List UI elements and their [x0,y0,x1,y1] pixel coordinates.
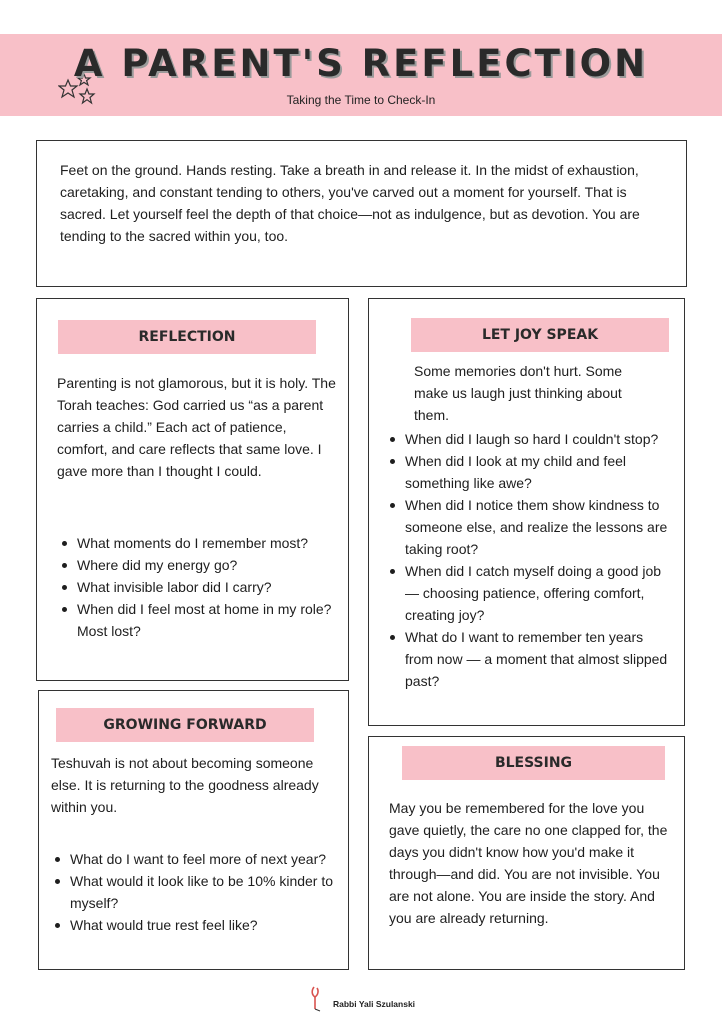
blessing-text: May you be remembered for the love you gave quietly, the care no one clapped for, the days you didn't know how you'd make it through—and did. You are not invisible. You are not alone. You are inside the story. And you are already returning. [389,800,668,926]
list-item: What invisible labor did I carry? [59,576,341,598]
list-item: What do I want to remember ten years from now — a moment that almost slipped past? [387,626,669,692]
list-item: Where did my energy go? [59,554,341,576]
blessing-label: BLESSING [402,746,665,780]
list-item: When did I notice them show kindness to someone else, and realize the lessons are taking root? [387,494,669,560]
list-item: When did I laugh so hard I couldn't stop? [387,428,669,450]
reflection-box [36,298,349,681]
page-subtitle: Taking the Time to Check-In [286,93,436,107]
growing-text: Teshuvah is not about becoming someone else. It is returning to the goodness already within you. [51,755,319,815]
footer [0,985,722,1015]
reflection-label: REFLECTION [58,320,316,354]
list-item: When did I catch myself doing a good job — choosing patience, offering comfort, creating joy? [387,560,669,626]
joy-box [368,298,685,726]
author-name: Rabbi Yali Szulanski [333,999,416,1009]
growing-label: GROWING FORWARD [56,708,314,742]
joy-label: LET JOY SPEAK [411,318,669,352]
list-item: When did I feel most at home in my role? Most lost? [59,598,341,642]
logo-icon [306,985,326,1013]
list-item: What would it look like to be 10% kinder to myself? [52,870,342,914]
list-item: What do I want to feel more of next year? [52,848,342,870]
reflection-questions [59,532,341,642]
joy-text: Some memories don't hurt. Some make us laugh just thinking about them. [414,363,623,423]
page-title: A PARENT'S REFLECTION [73,42,649,85]
intro-box [36,140,687,287]
list-item: What moments do I remember most? [59,532,341,554]
blessing-box [368,736,685,970]
reflection-text: Parenting is not glamorous, but it is holy. The Torah teaches: God carried us “as a parent carries a child.” Each act of patience, comfort, and care reflects that same love. I gave more than I thought I could. [57,375,336,479]
growing-questions [52,848,342,936]
list-item: When did I look at my child and feel something like awe? [387,450,669,494]
joy-questions [387,428,669,692]
header-banner [0,34,722,116]
growing-box [38,690,349,970]
intro-text: Feet on the ground. Hands resting. Take a breath in and release it. In the midst of exhaustion, caretaking, and constant tending to others, you've carved out a moment for yourself. That is sacred. Let yourself feel the depth of that choice—not as indulgence, but as devotion. You are tending to the sacred within you, too. [60,162,640,244]
list-item: What would true rest feel like? [52,914,342,936]
